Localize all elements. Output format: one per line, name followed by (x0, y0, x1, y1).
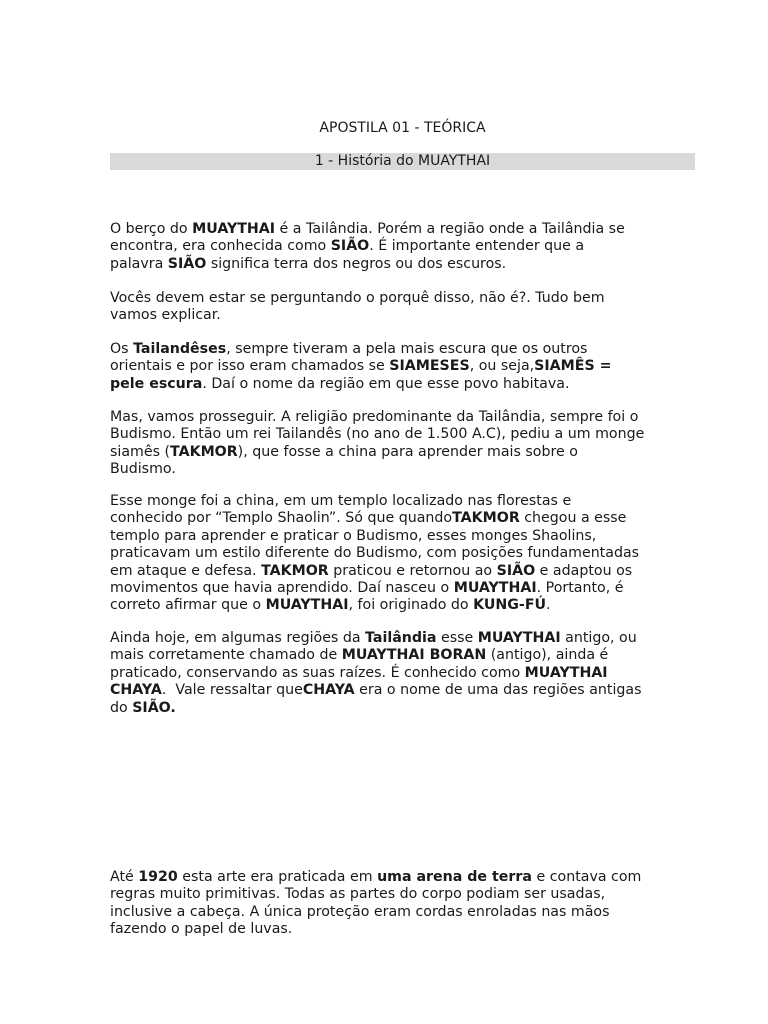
bold-text-run: SIÃO (330, 238, 370, 255)
text-run: (antigo), ainda é (486, 647, 609, 664)
text-line (110, 341, 725, 358)
text-run: praticavam um estilo diferente do Budismo, com posições fundamentadas (110, 545, 640, 562)
text-run: esse (436, 630, 478, 646)
document-title: APOSTILA 01 - TEÓRICA (319, 120, 486, 136)
text-line (110, 221, 725, 238)
text-run: conhecido por “Templo Shaolin”. Só que quando (110, 510, 453, 527)
bold-text-run: MUAYTHAI (265, 597, 349, 614)
text-run: Vocês devem estar se perguntando o porquê disso, não é?. Tudo bem (110, 290, 605, 306)
bold-text-run: TAKMOR (452, 510, 520, 527)
paragraph-6 (110, 630, 725, 717)
text-line (110, 597, 725, 614)
text-line (110, 238, 725, 255)
paragraph-5 (110, 493, 725, 615)
bold-text-run: MUAYTHAI (453, 580, 537, 597)
bold-text-run: Tailândia (365, 630, 437, 646)
text-run: e adaptou os (535, 562, 633, 579)
bold-text-run: 1920 (138, 869, 178, 885)
text-run: Os (110, 341, 134, 357)
text-run: em ataque e defesa. (110, 562, 262, 579)
text-run: Budismo. Então um rei Tailandês (no ano de 1.500 A.C), pediu a um monge (110, 426, 645, 443)
text-line (110, 493, 725, 510)
text-line (110, 426, 725, 443)
text-line (110, 904, 725, 921)
text-line (110, 563, 725, 580)
paragraph-7 (110, 869, 725, 939)
bold-text-run: SIÃO (167, 255, 207, 272)
text-run: Até (110, 869, 139, 885)
bold-text-run: MUAYTHAI (524, 664, 608, 681)
bold-text-run: SIAMÊS = (534, 358, 612, 375)
text-run: praticou e retornou ao (328, 562, 497, 579)
text-run: . (546, 597, 551, 614)
text-run: era o nome de uma das regiões antigas (354, 682, 642, 699)
text-run: , sempre tiveram a pela mais escura que os outros (226, 341, 588, 357)
text-run: palavra (110, 255, 168, 272)
text-line (110, 461, 725, 478)
bold-text-run: Tailandêses (133, 341, 227, 357)
text-run: Mas, vamos prosseguir. A religião predominante da Tailândia, sempre foi o (110, 409, 639, 425)
section-heading: 1 - História do MUAYTHAI (110, 153, 695, 170)
bold-text-run: CHAYA (110, 682, 162, 699)
text-run: do (110, 699, 133, 716)
text-run: . É importante entender que a (369, 238, 585, 255)
text-line (110, 665, 725, 682)
text-line (110, 444, 725, 461)
paragraph-2 (110, 290, 725, 325)
text-run: Ainda hoje, em algumas regiões da (110, 630, 366, 646)
bold-text-run: SIAMESES (389, 358, 470, 375)
bold-text-run: MUAYTHAI BORAN (341, 647, 487, 664)
text-run: significa terra dos negros ou dos escuros. (206, 255, 507, 272)
text-run: esta arte era praticada em (177, 869, 378, 885)
text-line (110, 510, 725, 527)
text-run: inclusive a cabeça. A única proteção eram cordas enroladas nas mãos (110, 903, 610, 920)
text-line (110, 886, 725, 903)
text-run: ), que fosse a china para aprender mais sobre o (237, 443, 578, 460)
text-run: templo para aprender e praticar o Budismo, esses monges Shaolins, (110, 527, 597, 544)
text-run: . Vale ressaltar que (161, 682, 303, 699)
text-line (110, 256, 725, 273)
bold-text-run: SIÃO. (132, 699, 176, 716)
text-run: . Daí o nome da região em que esse povo habitava. (202, 375, 570, 392)
text-run: Esse monge foi a china, em um templo localizado nas florestas e (110, 493, 572, 509)
text-line (110, 376, 725, 393)
text-line (110, 869, 725, 886)
text-run: , foi originado do (348, 597, 474, 614)
bold-text-run: KUNG-FÚ (473, 597, 547, 614)
text-run: fazendo o papel de luvas. (110, 921, 293, 938)
text-line (110, 358, 725, 375)
text-run: é a Tailândia. Porém a região onde a Tailândia se (275, 221, 625, 237)
text-line (110, 580, 725, 597)
text-run: O berço do (110, 221, 193, 237)
bold-text-run: TAKMOR (170, 443, 238, 460)
text-run: , ou seja, (469, 358, 535, 375)
bold-text-run: MUAYTHAI (477, 630, 561, 646)
text-line (110, 545, 725, 562)
text-run: orientais e por isso eram chamados se (110, 358, 390, 375)
text-run: siamês ( (110, 443, 171, 460)
bold-text-run: CHAYA (302, 682, 355, 699)
bold-text-run: pele escura (110, 375, 203, 392)
bold-text-run: TAKMOR (261, 562, 329, 579)
text-run: correto afirmar que o (110, 597, 266, 614)
text-line (110, 528, 725, 545)
text-line (110, 647, 725, 664)
bold-text-run: uma arena de terra (377, 869, 532, 885)
text-run: antigo, ou (560, 630, 637, 646)
text-line (110, 630, 725, 647)
text-run: encontra, era conhecida como (110, 238, 331, 255)
text-line (110, 409, 725, 426)
text-run: mais corretamente chamado de (110, 647, 342, 664)
text-run: regras muito primitivas. Todas as partes do corpo podiam ser usadas, (110, 886, 606, 903)
text-line (110, 290, 725, 307)
text-line (110, 307, 725, 324)
text-run: Budismo. (110, 461, 176, 478)
text-line (110, 682, 725, 699)
text-run: vamos explicar. (110, 307, 221, 324)
bold-text-run: SIÃO (496, 562, 536, 579)
text-run: . Portanto, é (536, 580, 624, 597)
text-run: movimentos que havia aprendido. Daí nasceu o (110, 580, 454, 597)
paragraph-1 (110, 221, 725, 273)
text-line (110, 700, 725, 717)
paragraph-4 (110, 409, 725, 479)
text-line (110, 921, 725, 938)
text-run: praticado, conservando as suas raízes. É conhecido como (110, 664, 525, 681)
paragraph-3 (110, 341, 725, 393)
text-run: chegou a esse (519, 510, 627, 527)
text-run: e contava com (531, 869, 642, 885)
bold-text-run: MUAYTHAI (192, 221, 276, 237)
